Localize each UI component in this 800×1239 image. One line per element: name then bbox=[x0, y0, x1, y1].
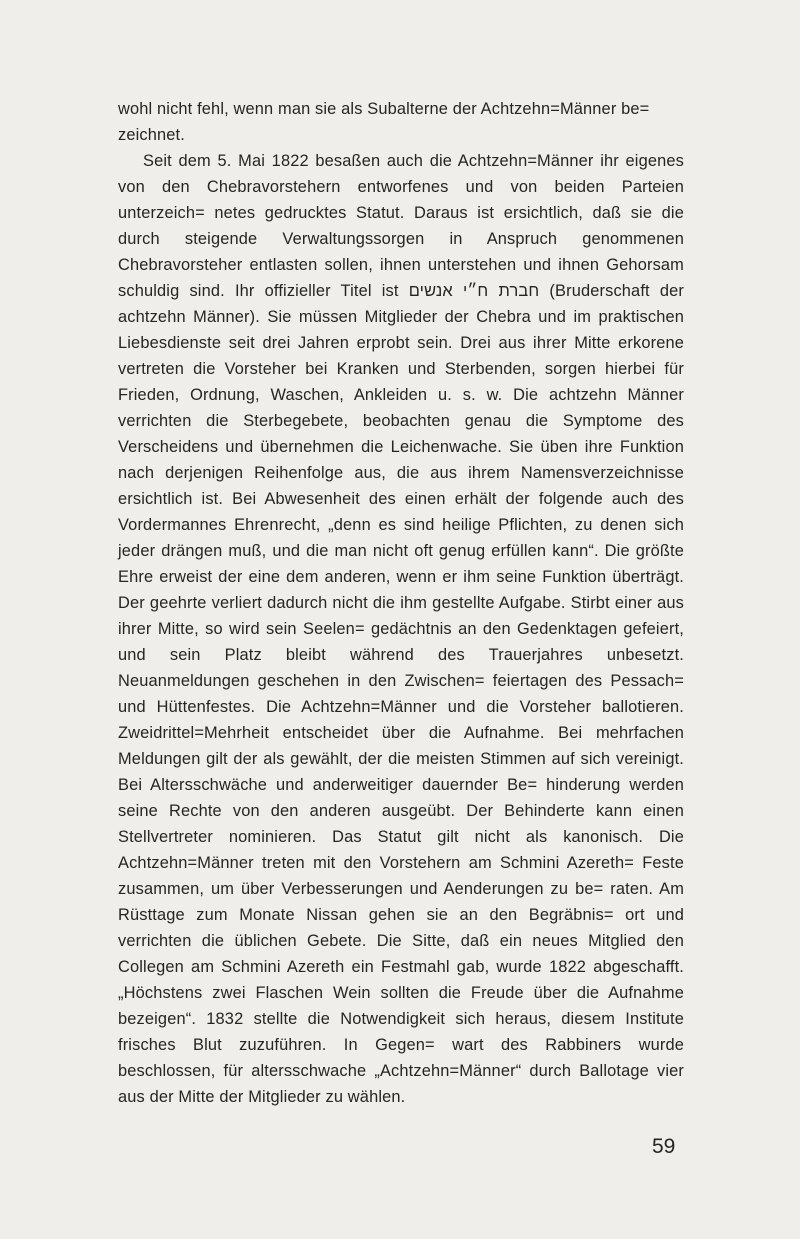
body-text bbox=[118, 96, 684, 1110]
paragraph-continuation: wohl nicht fehl, wenn man sie als Subalterne der Achtzehn=Männer be= zeichnet. bbox=[118, 100, 650, 144]
paragraph-statute: Seit dem 5. Mai 1822 besaßen auch die Achtzehn=Männer ihr eigenes von den Chebravorstehern entworfenes und von beiden Parteien unterzeich= netes gedrucktes Statut. Daraus ist ersichtlich, daß sie die durch steigende Verwaltungssorgen in Anspruch genommenen Chebravorsteher entlasten sollen, ihnen unterstehen und ihnen Gehorsam schuldig sind. Ihr offizieller Titel ist חברת ח״י אנשים (Bruderschaft der achtzehn Männer). Sie müssen Mitglieder der Chebra und im praktischen Liebesdienste seit drei Jahren erprobt sein. Drei aus ihrer Mitte erkorene vertreten die Vorsteher bei Kranken und Sterbenden, sorgen hierbei für Frieden, Ordnung, Waschen, Ankleiden u. s. w. Die achtzehn Männer verrichten die Sterbegebete, beobachten genau die Symptome des Verscheidens und übernehmen die Leichenwache. Sie üben ihre Funktion nach derjenigen Reihenfolge aus, die aus ihrem Namensverzeichnisse ersichtlich ist. Bei Abwesenheit des einen erhält der folgende auch des Vordermannes Ehrenrecht, „denn es sind heilige Pflichten, zu denen sich jeder drängen muß, und die man nicht oft genug erfüllen kann“. Die größte Ehre erweist der eine dem anderen, wenn er ihm seine Funktion überträgt. Der geehrte verliert dadurch nicht die ihm gestellte Aufgabe. Stirbt einer aus ihrer Mitte, so wird sein Seelen= gedächtnis an den Gedenktagen gefeiert, und sein Platz bleibt während des Trauerjahres unbesetzt. Neuanmeldungen geschehen in den Zwischen= feiertagen des Pessach= und Hüttenfestes. Die Achtzehn=Männer und die Vorsteher ballotieren. Zweidrittel=Mehrheit entscheidet über die Aufnahme. Bei mehrfachen Meldungen gilt der als gewählt, der die meisten Stimmen auf sich vereinigt. Bei Altersschwäche und anderweitiger dauernder Be= hinderung werden seine Rechte von den anderen ausgeübt. Der Behinderte kann einen Stellvertreter nominieren. Das Statut gilt nicht als kanonisch. Die Achtzehn=Männer treten mit den Vorstehern am Schmini Azereth= Feste zusammen, um über Verbesserungen und Aenderungen zu be= raten. Am Rüsttage zum Monate Nissan gehen sie an den Begräbnis= ort und verrichten die üblichen Gebete. Die Sitte, daß ein neues Mitglied den Collegen am Schmini Azereth ein Festmahl gab, wurde 1822 abgeschafft. „Höchstens zwei Flaschen Wein sollten die Freude über die Aufnahme bezeigen“. 1832 stellte die Notwendigkeit sich heraus, diesem Institute frisches Blut zuzuführen. In Gegen= wart des Rabbiners wurde beschlossen, für altersschwache „Achtzehn=Männer“ durch Ballotage vier aus der Mitte der Mitglieder zu wählen. bbox=[118, 152, 684, 1106]
page-number: 59 bbox=[652, 1135, 676, 1158]
